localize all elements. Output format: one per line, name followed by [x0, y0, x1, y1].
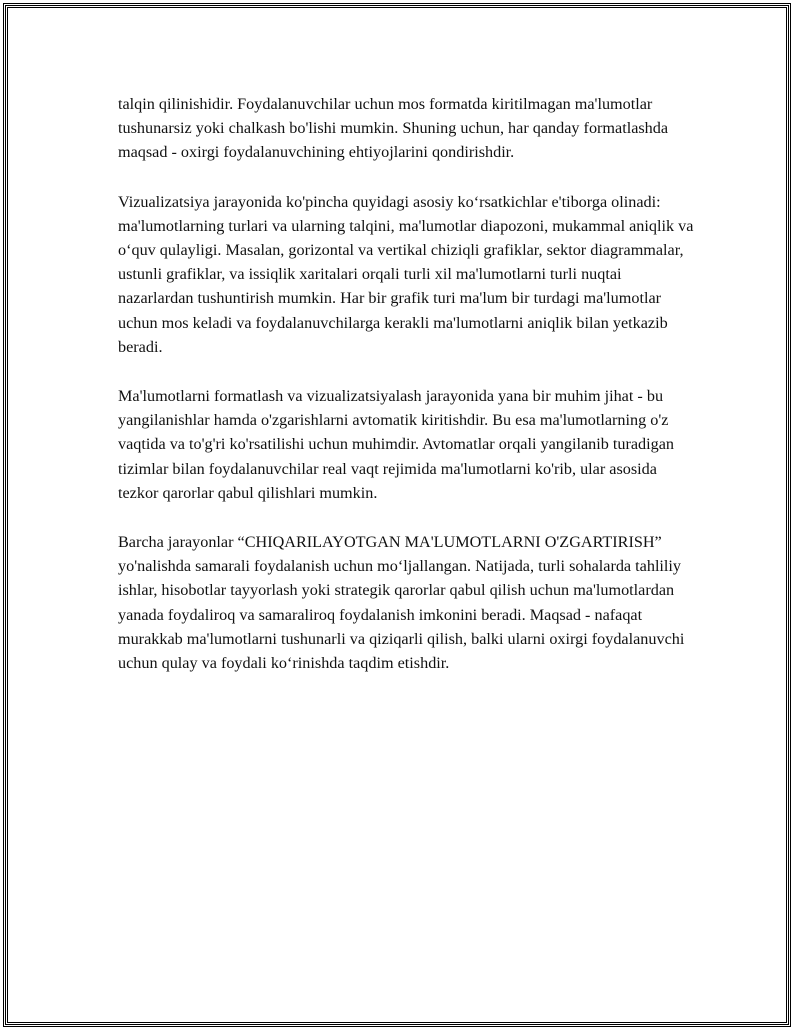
paragraph-1: talqin qilinishidir. Foydalanuvchilar uchun mos formatda kiritilmagan ma'lumotlar tushunarsiz yoki chalkash bo'lishi mumkin. Shuning uchun, har qanday formatlashda maqsad - oxirgi foydalanuvchining ehtiyojlarini qondirishdir.	[118, 95, 669, 162]
paragraph-4: Barcha jarayonlar “CHIQARILAYOTGAN MA'LUMOTLARNI O'ZGARTIRISH” yo'nalishda samarali foydalanish uchun mo‘ljallangan. Natijada, turli sohalarda tahliliy ishlar, hisobotlar tayyorlash yoki strategik qarorlar qabul qilish uchun ma'lumotlardan yanada foydaliroq va samaraliroq foydalanish imkonini beradi. Maqsad - nafaqat murakkab ma'lumotlarni tushunarli va qiziqarli qilish, balki ularni oxirgi foydalanuvchi uchun qulay va foydali ko‘rinishda taqdim etishdir.	[118, 533, 685, 673]
paragraph-3: Ma'lumotlarni formatlash va vizualizatsiyalash jarayonida yana bir muhim jihat - bu yangilanishlar hamda o'zgarishlarni avtomatik kiritishdir. Bu esa ma'lumotlarning o'z vaqtida va to'g'ri ko'rsatilishi uchun muhimdir. Avtomatlar orqali yangilanib turadigan tizimlar bilan foydalanuvchilar real vaqt rejimida ma'lumotlarni ko'rib, ular asosida tezkor qarorlar qabul qilishlari mumkin.	[118, 387, 675, 502]
document-body	[118, 92, 698, 700]
paragraph-2: Vizualizatsiya jarayonida ko'pincha quyidagi asosiy ko‘rsatkichlar e'tiborga olinadi: ma'lumotlarning turlari va ularning talqini, ma'lumotlar diapozoni, mukammal aniqlik va o‘quv qulayligi. Masalan, gorizontal va vertikal chiziqli grafiklar, sektor diagrammalar, ustunli grafiklar, va issiqlik xaritalari orqali turli xil ma'lumotlarni turli nuqtai nazarlardan tushuntirish mumkin. Har bir grafik turi ma'lum bir turdagi ma'lumotlar uchun mos keladi va foydalanuvchilarga kerakli ma'lumotlarni aniqlik bilan yetkazib beradi.	[118, 192, 694, 356]
